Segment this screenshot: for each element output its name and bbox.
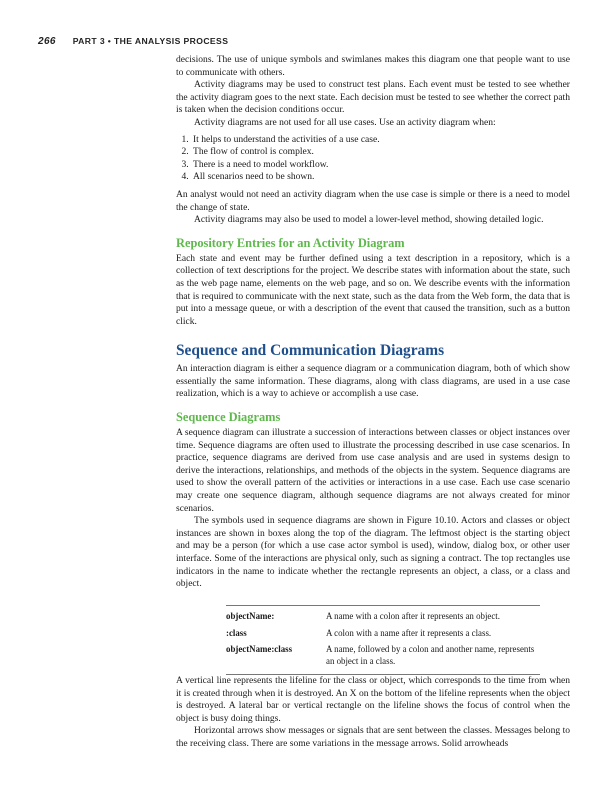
heading-sequence-diagrams: Sequence Diagrams — [176, 410, 281, 425]
symbol-name: :class — [226, 627, 247, 638]
symbol-description: A name with a colon after it represents an object. — [326, 610, 500, 621]
paragraph-lifeline: A vertical line represents the lifeline for the class or object, which corresponds to the time from when it is created through when it is destroyed. An X on the bottom of the lifeline represents when the object is destroyed. A lateral bar or vertical rectangle on the lifeline shows the focus of control when the object is busy doing things. — [176, 674, 570, 724]
use-conditions-list — [176, 134, 570, 184]
symbol-table — [226, 605, 540, 675]
paragraph-continued: decisions. The use of unique symbols and swimlanes makes this diagram one that people want to use to communicate with others. — [176, 54, 570, 78]
page-number: 266 — [38, 36, 56, 47]
page-body — [176, 54, 570, 751]
table-row — [226, 611, 540, 623]
table-row — [226, 628, 540, 640]
list-item: 4. All scenarios need to be shown. — [191, 171, 570, 184]
paragraph-test-plans: Activity diagrams may be used to construct test plans. Each event must be tested to see whether the activity diagram goes to the next state. Each decision must be tested to see whether the correct path is taken when the decision conditions occur. — [176, 79, 570, 116]
list-item: 1. It helps to understand the activities of a use case. — [191, 134, 570, 147]
heading-repository-entries: Repository Entries for an Activity Diagram — [176, 235, 405, 250]
table-row — [226, 644, 540, 668]
running-header — [38, 36, 228, 47]
symbol-description: A name, followed by a colon and another name, represents an object in a class. — [326, 644, 535, 667]
paragraph-not-needed: An analyst would not need an activity diagram when the use case is simple or there is a need to model the change of state. — [176, 188, 570, 213]
paragraph-sequence-symbols: The symbols used in sequence diagrams are shown in Figure 10.10. Actors and classes or object instances are shown in boxes along the top of the diagram. The leftmost object is the starting object and may be a person (for which a use case actor symbol is used), window, dialog box, or other user interface. Some of the interactions are physical only, such as signing a contract. The top rectangles use indicators in the name to indicate whether the rectangle represents an object, a class, or a class and object. — [176, 515, 570, 590]
symbol-description: A colon with a name after it represents a class. — [326, 627, 492, 638]
symbol-name: objectName: — [226, 610, 275, 621]
paragraph-repository: Each state and event may be further defined using a text description in a repository, which is a collection of text descriptions for the project. We describe states with information about the state, such as the web page name, elements on the web page, and so on. We describe events with the information that is required to communicate with the next state, such as the data from the Web form, the data that is put into a message queue, or with a description of the event that caused the transition, such as a button click. — [176, 252, 570, 327]
list-item: 3. There is a need to model workflow. — [191, 159, 570, 172]
symbol-name: objectName:class — [226, 644, 293, 655]
list-item: 2. The flow of control is complex. — [191, 146, 570, 159]
paragraph-interaction-diagram: An interaction diagram is either a sequence diagram or a communication diagram, both of which show essentially the same information. These diagrams, along with class diagrams, are used in a use case realization, which is a way to achieve or accomplish a use case. — [176, 363, 570, 400]
heading-sequence-communication: Sequence and Communication Diagrams — [176, 342, 445, 360]
running-head-title: PART 3 • THE ANALYSIS PROCESS — [72, 36, 229, 46]
paragraph-sequence-intro: A sequence diagram can illustrate a succession of interactions between classes or object instances over time. Sequence diagrams are often used to illustrate the processing described in use case scenarios. In practice, sequence diagrams are derived from use case analysis and are used in systems design to derive the interactions, relationships, and methods of the objects in the system. Sequence diagrams are used to show the overall pattern of the activities or interactions in a use case. Each use case scenario may create one sequence diagram, although sequence diagrams are not always created for minor scenarios. — [176, 427, 570, 514]
paragraph-when-to-use: Activity diagrams are not used for all use cases. Use an activity diagram when: — [194, 116, 496, 128]
paragraph-lower-level: Activity diagrams may also be used to model a lower-level method, showing detailed logic. — [194, 214, 544, 226]
paragraph-messages: Horizontal arrows show messages or signals that are sent between the classes. Messages belong to the receiving class. There are some variations in the message arrows. Solid arrowheads — [176, 725, 570, 749]
